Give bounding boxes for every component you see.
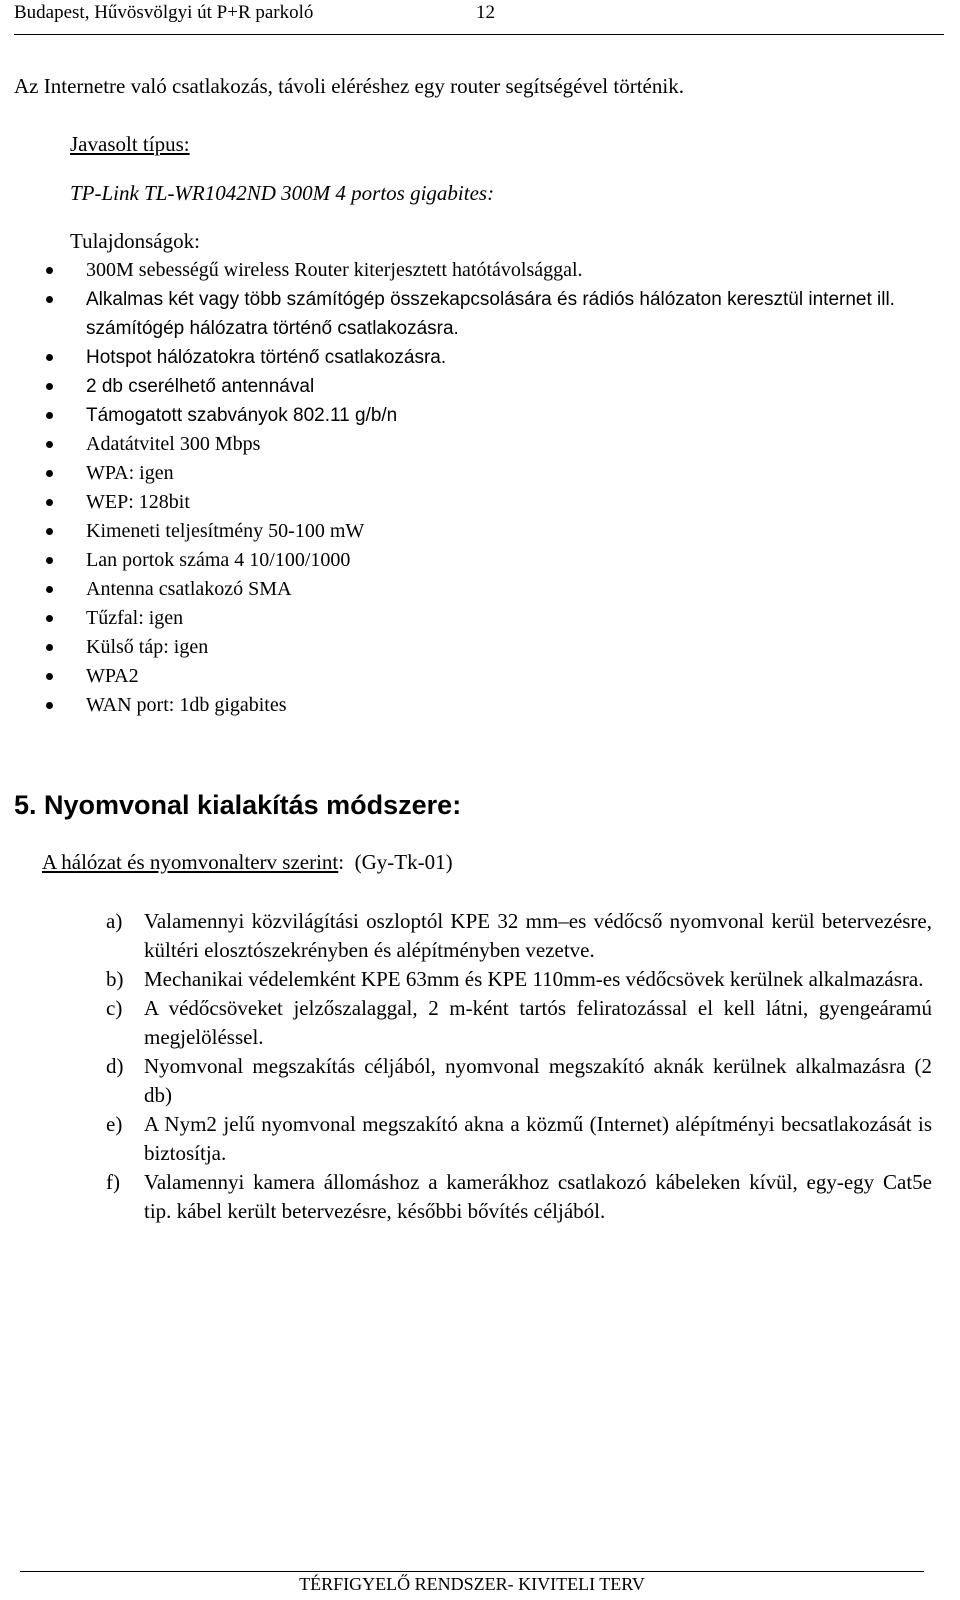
bullet-icon [46, 470, 53, 477]
list-item: WPA: igen [42, 459, 922, 488]
list-item: WEP: 128bit [42, 488, 922, 517]
header-title: Budapest, Hűvösvölgyi út P+R parkoló [14, 2, 314, 23]
list-item [106, 1168, 932, 1226]
list-item [106, 907, 932, 965]
list-item [106, 1052, 932, 1110]
bullet-icon [46, 586, 53, 593]
properties-label: Tulajdonságok: [70, 229, 200, 253]
bullet-icon [46, 296, 53, 303]
list-item: Hotspot hálózatokra történő csatlakozásra. [42, 343, 922, 372]
intro-paragraph: Az Internetre való csatlakozás, távoli eléréshez egy router segítségével történik. [14, 74, 684, 98]
bullet-icon [46, 412, 53, 419]
router-model: TP-Link TL-WR1042ND 300M 4 portos gigabites: [70, 181, 495, 205]
page-footer: TÉRFIGYELŐ RENDSZER- KIVITELI TERV [299, 1574, 645, 1594]
method-label: A hálózat és nyomvonalterv szerint [42, 850, 339, 874]
list-item [106, 965, 932, 994]
page-number: 12 [476, 2, 495, 23]
recommended-type-label: Javasolt típus: [70, 132, 190, 156]
list-item: 2 db cserélhető antennával [42, 372, 922, 401]
item-text: Valamennyi közvilágítási oszloptól KPE 32 mm–es védőcső nyomvonal kerül betervezésre, kültéri elosztószekrényben és alépítményben vezetve. [144, 909, 932, 962]
bullet-icon [46, 528, 53, 535]
bullet-icon [46, 383, 53, 390]
item-text: Valamennyi kamera állomáshoz a kamerákhoz csatlakozó kábeleken kívül, egy-egy Cat5e tip. kábel került betervezésre, későbbi bővítés céljából. [144, 1170, 932, 1223]
method-separator: : [338, 850, 345, 874]
properties-list [42, 256, 922, 720]
bullet-icon [46, 702, 53, 709]
list-item: Külső táp: igen [42, 633, 922, 662]
list-item: 300M sebességű wireless Router kiterjesztett hatótávolsággal. [42, 256, 922, 285]
list-item: WPA2 [42, 662, 922, 691]
list-item: Lan portok száma 4 10/100/1000 [42, 546, 922, 575]
list-item: Kimeneti teljesítmény 50-100 mW [42, 517, 922, 546]
bullet-icon [46, 354, 53, 361]
list-item [106, 1110, 932, 1168]
item-text: A Nym2 jelű nyomvonal megszakító akna a közmű (Internet) alépítményi becsatlakozását is biztosítja. [144, 1112, 932, 1165]
footer-divider [20, 1571, 924, 1572]
item-text: Mechanikai védelemként KPE 63mm és KPE 110mm-es védőcsövek kerülnek alkalmazásra. [144, 967, 924, 991]
list-item: Tűzfal: igen [42, 604, 922, 633]
item-marker: b) [106, 967, 124, 991]
bullet-icon [46, 615, 53, 622]
list-item: WAN port: 1db gigabites [42, 691, 922, 720]
bullet-icon [46, 557, 53, 564]
method-reference: (Gy-Tk-01) [354, 850, 453, 874]
list-item [106, 994, 932, 1052]
item-text: A védőcsöveket jelzőszalaggal, 2 m-ként tartós feliratozással el kell látni, gyengeáramú megjelöléssel. [144, 996, 932, 1049]
page-header [14, 0, 944, 38]
item-marker: e) [106, 1112, 123, 1136]
list-item: Adatátvitel 300 Mbps [42, 430, 922, 459]
item-text: Nyomvonal megszakítás céljából, nyomvonal megszakító aknák kerülnek alkalmazásra (2 db) [144, 1054, 932, 1107]
bullet-icon [46, 267, 53, 274]
item-marker: a) [106, 909, 123, 933]
method-items-list [106, 907, 932, 1226]
bullet-icon [46, 499, 53, 506]
item-marker: d) [106, 1054, 124, 1078]
bullet-icon [46, 441, 53, 448]
item-marker: c) [106, 996, 123, 1020]
list-item: Alkalmas két vagy több számítógép összekapcsolására és rádiós hálózaton keresztül internet ill. számítógép hálózatra történő csatlakozásra. [42, 285, 922, 343]
header-divider [14, 34, 944, 35]
method-line [42, 850, 453, 875]
list-item: Támogatott szabványok 802.11 g/b/n [42, 401, 922, 430]
list-item: Antenna csatlakozó SMA [42, 575, 922, 604]
bullet-icon [46, 644, 53, 651]
item-marker: f) [106, 1170, 120, 1194]
bullet-icon [46, 673, 53, 680]
section-heading: 5. Nyomvonal kialakítás módszere: [14, 790, 462, 820]
